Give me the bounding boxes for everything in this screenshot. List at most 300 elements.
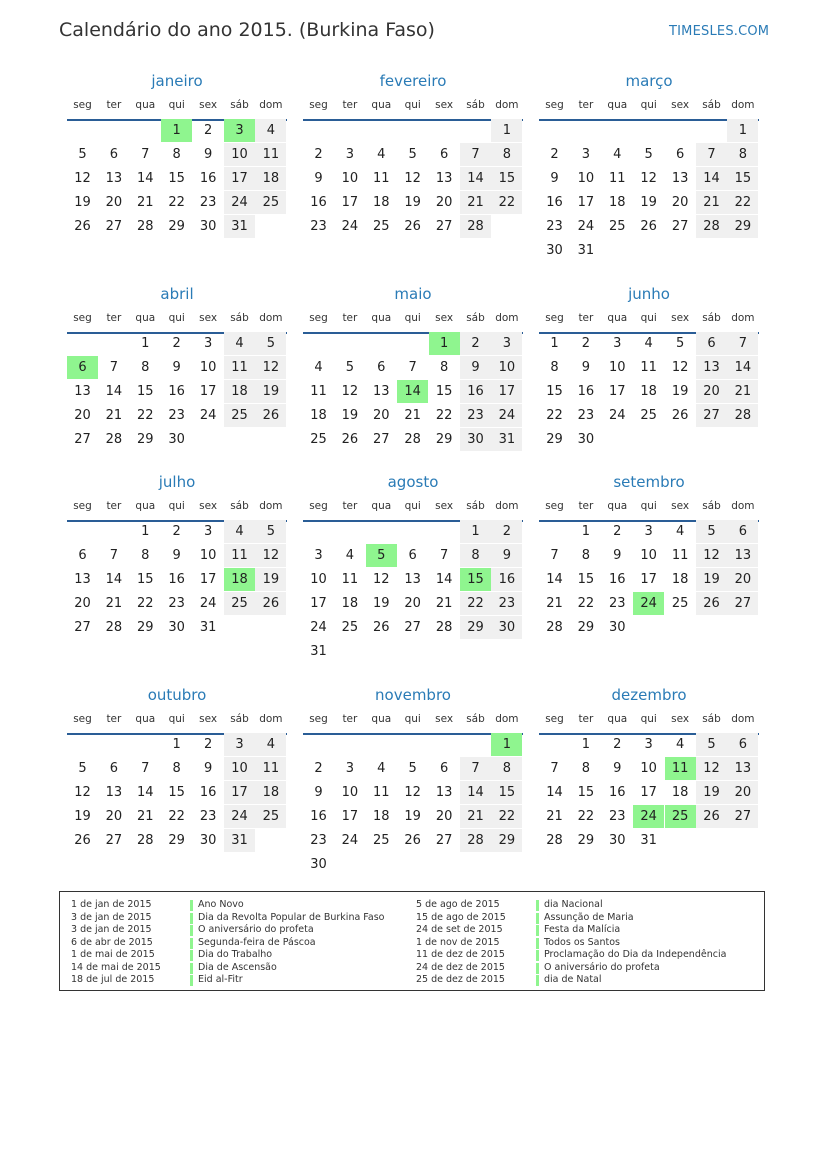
legend-date: 14 de mai de 2015 <box>71 961 161 973</box>
day-cell: 13 <box>373 384 390 399</box>
day-cell: 22 <box>491 805 522 828</box>
day-cell: 7 <box>727 332 758 355</box>
day-cell: 15 <box>491 781 522 804</box>
day-cell: 24 <box>310 620 327 635</box>
day-cell: 23 <box>310 833 327 848</box>
day-cell: 31 <box>199 620 217 635</box>
day-cell: 5 <box>696 520 727 543</box>
legend-date: 5 de ago de 2015 <box>416 899 500 910</box>
legend-marker <box>536 950 539 961</box>
day-cell: 27 <box>727 592 758 615</box>
day-cell: 3 <box>203 524 213 539</box>
day-cell: 29 <box>727 215 758 238</box>
day-cell: 16 <box>609 785 626 800</box>
weekday-header: sáb <box>230 312 249 324</box>
legend-date: 24 de set de 2015 <box>416 924 503 935</box>
day-cell: 4 <box>675 524 685 539</box>
day-cell: 26 <box>696 805 727 828</box>
weekday-header: ter <box>578 99 594 111</box>
day-cell: 2 <box>172 524 181 539</box>
day-cell: 2 <box>203 737 213 752</box>
day-cell: 3 <box>581 147 591 162</box>
day-cell: 27 <box>105 833 123 848</box>
legend-date: 11 de dez de 2015 <box>416 949 505 960</box>
weekday-header: qui <box>168 500 185 512</box>
day-cell: 11 <box>640 360 657 375</box>
day-cell: 20 <box>74 596 91 611</box>
day-cell: 2 <box>314 761 323 776</box>
holiday-day-cell: 18 <box>224 568 255 591</box>
day-cell: 20 <box>671 195 689 210</box>
day-cell: 16 <box>491 568 522 591</box>
day-cell: 7 <box>109 360 119 375</box>
weekday-header: dom <box>259 99 283 111</box>
day-cell: 8 <box>141 548 150 563</box>
day-cell: 21 <box>460 805 491 828</box>
day-cell: 5 <box>78 147 87 162</box>
day-cell: 24 <box>491 404 522 427</box>
day-cell: 6 <box>109 761 119 776</box>
weekday-header: seg <box>309 500 328 512</box>
day-cell: 10 <box>199 548 217 563</box>
day-cell: 18 <box>671 785 689 800</box>
day-cell: 22 <box>491 191 522 214</box>
day-cell: 24 <box>577 219 595 234</box>
day-cell: 20 <box>696 380 727 403</box>
legend-date: 1 de mai de 2015 <box>71 949 155 960</box>
weekday-header: ter <box>106 713 122 725</box>
weekday-header: sex <box>671 312 690 324</box>
weekday-header: ter <box>342 312 358 324</box>
day-cell: 16 <box>460 380 491 403</box>
day-cell: 15 <box>577 572 595 587</box>
day-cell: 22 <box>577 596 595 611</box>
day-cell: 6 <box>727 520 758 543</box>
day-cell: 19 <box>696 781 727 804</box>
day-cell: 13 <box>105 171 123 186</box>
weekday-header: sex <box>199 99 218 111</box>
day-cell: 25 <box>224 592 255 615</box>
day-cell: 2 <box>613 524 622 539</box>
day-cell: 13 <box>435 785 453 800</box>
day-cell: 1 <box>550 336 559 351</box>
day-cell: 10 <box>609 360 626 375</box>
day-cell: 28 <box>546 833 563 848</box>
legend-holiday-name: Assunção de Maria <box>544 911 634 923</box>
legend-marker <box>190 913 193 924</box>
day-cell: 27 <box>696 404 727 427</box>
day-cell: 26 <box>640 219 657 234</box>
holiday-day-cell: 1 <box>161 119 192 142</box>
day-cell: 16 <box>310 809 327 824</box>
day-cell: 9 <box>172 360 181 375</box>
day-cell: 20 <box>727 781 758 804</box>
day-cell: 1 <box>581 524 591 539</box>
day-cell: 2 <box>172 336 181 351</box>
month-rule <box>303 119 523 121</box>
day-cell: 25 <box>224 404 255 427</box>
legend-date: 6 de abr de 2015 <box>71 936 153 948</box>
day-cell: 7 <box>460 143 491 166</box>
day-cell: 26 <box>696 592 727 615</box>
day-cell: 25 <box>341 620 359 635</box>
legend-marker <box>190 900 193 911</box>
legend-marker <box>190 938 193 949</box>
day-cell: 31 <box>491 428 522 451</box>
day-cell: 8 <box>581 761 591 776</box>
day-cell: 26 <box>255 592 286 615</box>
day-cell: 4 <box>613 147 622 162</box>
day-cell: 18 <box>341 596 359 611</box>
day-cell: 21 <box>137 195 154 210</box>
legend-marker <box>536 925 539 936</box>
day-cell: 16 <box>168 384 185 399</box>
legend-date: 15 de ago de 2015 <box>416 911 506 923</box>
weekday-header: qua <box>135 312 156 324</box>
day-cell: 26 <box>373 620 390 635</box>
day-cell: 12 <box>255 544 286 567</box>
day-cell: 7 <box>141 761 150 776</box>
weekday-header: seg <box>73 99 92 111</box>
legend-holiday-name: Eid al-Fitr <box>198 974 243 985</box>
day-cell: 2 <box>581 336 591 351</box>
day-cell: 18 <box>373 809 390 824</box>
day-cell: 14 <box>105 384 123 399</box>
month-name: novembro <box>375 686 451 704</box>
weekday-header: dom <box>731 713 755 725</box>
day-cell: 10 <box>199 360 217 375</box>
day-cell: 10 <box>640 548 657 563</box>
day-cell: 14 <box>460 167 491 190</box>
legend-date: 3 de jan de 2015 <box>71 911 152 923</box>
day-cell: 9 <box>203 761 213 776</box>
day-cell: 24 <box>199 596 217 611</box>
weekday-header: qua <box>371 312 392 324</box>
weekday-header: seg <box>545 99 564 111</box>
weekday-header: sex <box>671 713 690 725</box>
day-cell: 22 <box>577 809 595 824</box>
day-cell: 8 <box>141 360 150 375</box>
day-cell: 1 <box>141 524 150 539</box>
legend-date: 3 de jan de 2015 <box>71 924 152 935</box>
day-cell: 25 <box>609 219 626 234</box>
day-cell: 30 <box>577 432 595 447</box>
day-cell: 23 <box>609 596 626 611</box>
day-cell: 10 <box>224 143 255 166</box>
day-cell: 14 <box>727 356 758 379</box>
day-cell: 3 <box>345 147 355 162</box>
legend-marker <box>190 950 193 961</box>
day-cell: 17 <box>341 809 359 824</box>
weekday-header: qua <box>607 713 628 725</box>
weekday-header: ter <box>342 99 358 111</box>
day-cell: 20 <box>727 568 758 591</box>
day-cell: 11 <box>373 785 390 800</box>
day-cell: 28 <box>696 215 727 238</box>
day-cell: 21 <box>435 596 453 611</box>
legend-holiday-name: Dia da Revolta Popular de Burkina Faso <box>198 911 385 923</box>
day-cell: 28 <box>137 219 154 234</box>
day-cell: 22 <box>168 195 185 210</box>
weekday-header: qua <box>607 500 628 512</box>
day-cell: 28 <box>137 833 154 848</box>
weekday-header: sex <box>435 99 454 111</box>
legend-holiday-name: Festa da Malícia <box>544 924 621 935</box>
day-cell: 28 <box>727 404 758 427</box>
month-rule <box>303 733 523 735</box>
day-cell: 19 <box>341 408 359 423</box>
weekday-header: qui <box>404 713 421 725</box>
day-cell: 19 <box>640 195 657 210</box>
day-cell: 20 <box>435 195 453 210</box>
day-cell: 16 <box>546 195 563 210</box>
page-title: Calendário do ano 2015. (Burkina Faso) <box>59 19 435 41</box>
day-cell: 24 <box>224 805 255 828</box>
day-cell: 18 <box>310 408 327 423</box>
day-cell: 15 <box>137 572 154 587</box>
day-cell: 29 <box>460 616 491 639</box>
day-cell: 11 <box>609 171 626 186</box>
day-cell: 25 <box>373 833 390 848</box>
day-cell: 7 <box>696 143 727 166</box>
day-cell: 9 <box>613 548 622 563</box>
day-cell: 31 <box>640 833 657 848</box>
day-cell: 14 <box>137 171 154 186</box>
weekday-header: ter <box>578 500 594 512</box>
day-cell: 5 <box>675 336 685 351</box>
weekday-header: ter <box>106 99 122 111</box>
day-cell: 23 <box>577 408 595 423</box>
day-cell: 17 <box>310 596 327 611</box>
month-name: março <box>625 72 673 90</box>
day-cell: 14 <box>546 572 563 587</box>
weekday-header: seg <box>73 500 92 512</box>
day-cell: 15 <box>435 384 453 399</box>
day-cell: 29 <box>577 833 595 848</box>
day-cell: 9 <box>491 544 522 567</box>
weekday-header: sáb <box>702 312 721 324</box>
holiday-day-cell: 15 <box>460 568 491 591</box>
day-cell: 7 <box>439 548 449 563</box>
day-cell: 21 <box>546 596 563 611</box>
day-cell: 21 <box>727 380 758 403</box>
holiday-day-cell: 25 <box>665 805 696 828</box>
weekday-header: seg <box>545 713 564 725</box>
day-cell: 7 <box>408 360 417 375</box>
day-cell: 4 <box>377 147 386 162</box>
legend-holiday-name: Dia do Trabalho <box>198 949 273 960</box>
day-cell: 5 <box>255 332 286 355</box>
weekday-header: ter <box>578 713 594 725</box>
day-cell: 8 <box>727 143 758 166</box>
day-cell: 16 <box>310 195 327 210</box>
legend-holiday-name: Segunda-feira de Páscoa <box>198 936 316 948</box>
day-cell: 9 <box>550 171 559 186</box>
weekday-header: sáb <box>702 500 721 512</box>
weekday-header: qui <box>640 312 657 324</box>
day-cell: 5 <box>696 733 727 756</box>
weekday-header: sex <box>199 713 218 725</box>
day-cell: 8 <box>172 147 181 162</box>
day-cell: 31 <box>577 243 595 258</box>
day-cell: 24 <box>199 408 217 423</box>
weekday-header: qua <box>371 99 392 111</box>
day-cell: 30 <box>310 857 327 872</box>
day-cell: 9 <box>460 356 491 379</box>
legend-date: 1 de nov de 2015 <box>416 936 500 948</box>
day-cell: 4 <box>314 360 323 375</box>
day-cell: 6 <box>439 147 449 162</box>
day-cell: 29 <box>137 620 154 635</box>
day-cell: 22 <box>460 592 491 615</box>
day-cell: 18 <box>671 572 689 587</box>
day-cell: 26 <box>255 404 286 427</box>
day-cell: 31 <box>224 215 255 238</box>
day-cell: 10 <box>577 171 595 186</box>
day-cell: 30 <box>199 219 217 234</box>
day-cell: 7 <box>141 147 150 162</box>
day-cell: 19 <box>696 568 727 591</box>
weekday-header: sáb <box>466 713 485 725</box>
weekday-header: sáb <box>466 99 485 111</box>
legend-marker <box>536 963 539 974</box>
weekday-header: sáb <box>466 500 485 512</box>
legend-holiday-name: Todos os Santos <box>544 936 620 948</box>
month-name: agosto <box>387 473 439 491</box>
day-cell: 17 <box>224 781 255 804</box>
day-cell: 4 <box>224 520 255 543</box>
day-cell: 10 <box>341 785 359 800</box>
day-cell: 27 <box>105 219 123 234</box>
day-cell: 29 <box>546 432 563 447</box>
day-cell: 25 <box>671 596 689 611</box>
holiday-day-cell: 24 <box>633 805 664 828</box>
day-cell: 28 <box>105 620 123 635</box>
holiday-day-cell: 3 <box>224 119 255 142</box>
day-cell: 16 <box>199 785 217 800</box>
day-cell: 13 <box>404 572 421 587</box>
month-name: setembro <box>613 473 685 491</box>
weekday-header: dom <box>495 312 519 324</box>
day-cell: 20 <box>435 809 453 824</box>
day-cell: 1 <box>172 737 181 752</box>
weekday-header: qui <box>404 500 421 512</box>
weekday-header: qui <box>640 500 657 512</box>
day-cell: 3 <box>314 548 323 563</box>
day-cell: 10 <box>640 761 657 776</box>
day-cell: 16 <box>199 171 217 186</box>
day-cell: 14 <box>696 167 727 190</box>
day-cell: 19 <box>373 596 390 611</box>
day-cell: 3 <box>203 336 213 351</box>
day-cell: 17 <box>199 572 217 587</box>
day-cell: 9 <box>203 147 213 162</box>
month-name: fevereiro <box>379 72 447 90</box>
day-cell: 12 <box>696 757 727 780</box>
day-cell: 9 <box>314 785 323 800</box>
day-cell: 18 <box>224 380 255 403</box>
site-link[interactable]: TIMESLES.COM <box>669 24 770 39</box>
day-cell: 17 <box>640 785 657 800</box>
day-cell: 26 <box>671 408 689 423</box>
day-cell: 27 <box>74 432 91 447</box>
day-cell: 19 <box>404 809 421 824</box>
weekday-header: sáb <box>230 99 249 111</box>
day-cell: 25 <box>310 432 327 447</box>
day-cell: 29 <box>577 620 595 635</box>
day-cell: 1 <box>581 737 591 752</box>
month-name: julho <box>158 473 196 491</box>
day-cell: 17 <box>491 380 522 403</box>
weekday-header: dom <box>259 312 283 324</box>
day-cell: 4 <box>345 548 355 563</box>
day-cell: 18 <box>255 167 286 190</box>
day-cell: 19 <box>671 384 689 399</box>
day-cell: 24 <box>341 833 359 848</box>
day-cell: 13 <box>435 171 453 186</box>
day-cell: 28 <box>105 432 123 447</box>
weekday-header: qua <box>371 500 392 512</box>
day-cell: 3 <box>613 336 622 351</box>
weekday-header: qui <box>404 312 421 324</box>
day-cell: 25 <box>640 408 657 423</box>
day-cell: 5 <box>345 360 355 375</box>
day-cell: 12 <box>640 171 657 186</box>
day-cell: 25 <box>255 191 286 214</box>
weekday-header: ter <box>342 713 358 725</box>
day-cell: 15 <box>727 167 758 190</box>
day-cell: 13 <box>727 757 758 780</box>
day-cell: 29 <box>168 833 185 848</box>
day-cell: 26 <box>404 833 421 848</box>
weekday-header: qui <box>168 312 185 324</box>
day-cell: 15 <box>546 384 563 399</box>
day-cell: 11 <box>255 757 286 780</box>
weekday-header: qui <box>168 713 185 725</box>
weekday-header: sex <box>435 713 454 725</box>
day-cell: 6 <box>439 761 449 776</box>
weekday-header: seg <box>309 99 328 111</box>
weekday-header: sex <box>199 500 218 512</box>
day-cell: 10 <box>224 757 255 780</box>
day-cell: 4 <box>675 737 685 752</box>
weekday-header: qua <box>607 99 628 111</box>
weekday-header: dom <box>495 713 519 725</box>
day-cell: 27 <box>435 833 453 848</box>
day-cell: 23 <box>609 809 626 824</box>
weekday-header: seg <box>73 312 92 324</box>
day-cell: 30 <box>460 428 491 451</box>
day-cell: 13 <box>727 544 758 567</box>
day-cell: 8 <box>581 548 591 563</box>
day-cell: 11 <box>224 356 255 379</box>
weekday-header: qui <box>168 99 185 111</box>
month-name: dezembro <box>611 686 687 704</box>
weekday-header: dom <box>259 713 283 725</box>
day-cell: 21 <box>404 408 421 423</box>
day-cell: 2 <box>613 737 622 752</box>
day-cell: 12 <box>373 572 390 587</box>
legend-marker <box>190 963 193 974</box>
holiday-legend <box>59 891 765 991</box>
day-cell: 9 <box>172 548 181 563</box>
legend-marker <box>190 925 193 936</box>
day-cell: 17 <box>577 195 595 210</box>
day-cell: 8 <box>550 360 559 375</box>
day-cell: 19 <box>74 809 91 824</box>
day-cell: 22 <box>435 408 453 423</box>
weekday-header: qua <box>135 713 156 725</box>
